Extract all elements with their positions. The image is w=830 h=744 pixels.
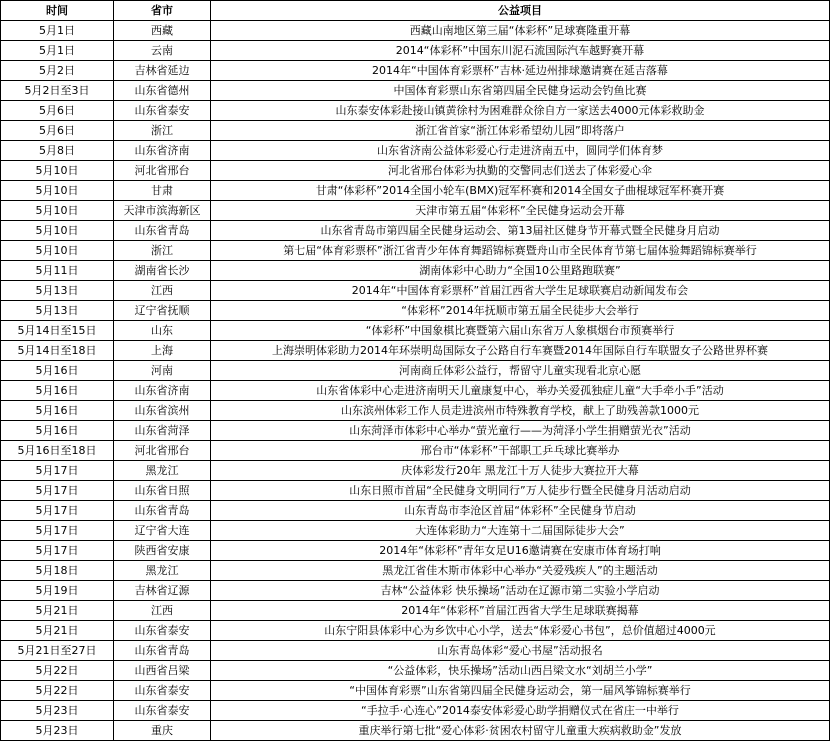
- cell-project: 山东省体彩中心走进济南明天儿童康复中心，举办关爱孤独症儿童“大手牵小手”活动: [211, 381, 830, 401]
- cell-province: 江西: [114, 281, 211, 301]
- cell-date: 5月1日: [1, 21, 114, 41]
- table-row: [1, 581, 830, 601]
- cell-project: 2014“体彩杯”中国东川泥石流国际汽车越野赛开幕: [211, 41, 830, 61]
- table-row: [1, 461, 830, 481]
- header-project: 公益项目: [211, 1, 830, 21]
- cell-project: 山东泰安体彩赴接山镇黄徐村为困难群众徐自方一家送去4000元体彩救助金: [211, 101, 830, 121]
- cell-project: “手拉手·心连心”2014泰安体彩爱心助学捐赠仪式在省庄一中举行: [211, 701, 830, 721]
- table-row: [1, 521, 830, 541]
- table-row: [1, 261, 830, 281]
- cell-date: 5月10日: [1, 181, 114, 201]
- cell-province: 山东省青岛: [114, 641, 211, 661]
- cell-province: 山东省泰安: [114, 681, 211, 701]
- cell-project: “中国体育彩票”山东省第四届全民健身运动会，第一届风筝锦标赛举行: [211, 681, 830, 701]
- cell-date: 5月6日: [1, 101, 114, 121]
- cell-date: 5月18日: [1, 561, 114, 581]
- cell-date: 5月10日: [1, 241, 114, 261]
- table-row: [1, 421, 830, 441]
- cell-project: 中国体育彩票山东省第四届全民健身运动会钓鱼比赛: [211, 81, 830, 101]
- cell-province: 陕西省安康: [114, 541, 211, 561]
- cell-date: 5月22日: [1, 681, 114, 701]
- cell-project: 第七届“体育彩票杯”浙江省青少年体育舞蹈锦标赛暨舟山市全民体育节第七届体验舞蹈锦标赛举行: [211, 241, 830, 261]
- table-row: [1, 321, 830, 341]
- cell-project: 甘肃“体彩杯”2014全国小轮车(BMX)冠军杯赛和2014全国女子曲棍球冠军杯赛开赛: [211, 181, 830, 201]
- table-row: [1, 161, 830, 181]
- cell-province: 重庆: [114, 721, 211, 741]
- table-row: [1, 141, 830, 161]
- cell-project: 西藏山南地区第三届“体彩杯”足球赛隆重开幕: [211, 21, 830, 41]
- cell-date: 5月17日: [1, 481, 114, 501]
- cell-province: 山东: [114, 321, 211, 341]
- table-row: [1, 301, 830, 321]
- table-row: [1, 641, 830, 661]
- cell-project: 湖南体彩中心助力“全国10公里路跑联赛”: [211, 261, 830, 281]
- cell-province: 山东省泰安: [114, 101, 211, 121]
- cell-date: 5月21日至27日: [1, 641, 114, 661]
- cell-province: 黑龙江: [114, 561, 211, 581]
- cell-date: 5月13日: [1, 281, 114, 301]
- cell-province: 上海: [114, 341, 211, 361]
- cell-province: 河南: [114, 361, 211, 381]
- table-row: [1, 21, 830, 41]
- cell-province: 山东省德州: [114, 81, 211, 101]
- cell-province: 山东省日照: [114, 481, 211, 501]
- cell-date: 5月13日: [1, 301, 114, 321]
- table-body: [1, 21, 830, 741]
- cell-province: 山东省济南: [114, 141, 211, 161]
- cell-project: 山东青岛体彩“爱心书屋”活动报名: [211, 641, 830, 661]
- cell-project: 河北省邢台体彩为执勤的交警同志们送去了体彩爱心伞: [211, 161, 830, 181]
- table-row: [1, 201, 830, 221]
- cell-date: 5月17日: [1, 501, 114, 521]
- cell-province: 湖南省长沙: [114, 261, 211, 281]
- cell-project: 山东宁阳县体彩中心为乡饮中心小学，送去“体彩爱心书包”，总价值超过4000元: [211, 621, 830, 641]
- table-row: [1, 341, 830, 361]
- table-row: [1, 621, 830, 641]
- cell-province: 云南: [114, 41, 211, 61]
- cell-project: 庆体彩发行20年 黑龙江十万人徒步大赛拉开大幕: [211, 461, 830, 481]
- cell-project: 山东省济南公益体彩爱心行走进济南五中，圆同学们体育梦: [211, 141, 830, 161]
- table-row: [1, 381, 830, 401]
- table-row: [1, 121, 830, 141]
- cell-project: “体彩杯”中国象棋比赛暨第六届山东省万人象棋烟台市预赛举行: [211, 321, 830, 341]
- cell-date: 5月16日: [1, 381, 114, 401]
- cell-project: 2014年“中国体育彩票杯”吉林·延边州排球邀请赛在延吉落幕: [211, 61, 830, 81]
- cell-province: 天津市滨海新区: [114, 201, 211, 221]
- cell-province: 山东省泰安: [114, 621, 211, 641]
- table-row: [1, 361, 830, 381]
- cell-date: 5月2日至3日: [1, 81, 114, 101]
- cell-province: 山东省滨州: [114, 401, 211, 421]
- cell-project: 浙江省首家“浙江体彩希望幼儿园”即将落户: [211, 121, 830, 141]
- table-row: [1, 101, 830, 121]
- cell-project: 邢台市“体彩杯”干部职工乒乓球比赛举办: [211, 441, 830, 461]
- cell-date: 5月6日: [1, 121, 114, 141]
- cell-date: 5月21日: [1, 621, 114, 641]
- cell-project: 河南商丘体彩公益行，帮留守儿童实现看北京心愿: [211, 361, 830, 381]
- table-row: [1, 501, 830, 521]
- cell-province: 河北省邢台: [114, 441, 211, 461]
- cell-date: 5月8日: [1, 141, 114, 161]
- table-row: [1, 701, 830, 721]
- cell-project: 山东菏泽市体彩中心举办“萤光童行——为菏泽小学生捐赠萤光衣”活动: [211, 421, 830, 441]
- table-header-row: [1, 1, 830, 21]
- cell-date: 5月1日: [1, 41, 114, 61]
- cell-project: “体彩杯”2014年抚顺市第五届全民徒步大会举行: [211, 301, 830, 321]
- cell-date: 5月23日: [1, 721, 114, 741]
- cell-province: 山东省菏泽: [114, 421, 211, 441]
- table-row: [1, 541, 830, 561]
- cell-date: 5月19日: [1, 581, 114, 601]
- cell-province: 浙江: [114, 241, 211, 261]
- cell-date: 5月10日: [1, 161, 114, 181]
- cell-date: 5月21日: [1, 601, 114, 621]
- table-row: [1, 61, 830, 81]
- cell-project: 重庆举行第七批“爱心体彩·贫困农村留守儿童重大疾病救助金”发放: [211, 721, 830, 741]
- cell-project: “公益体彩，快乐操场”活动山西吕梁文水“刘胡兰小学”: [211, 661, 830, 681]
- cell-date: 5月17日: [1, 541, 114, 561]
- cell-province: 甘肃: [114, 181, 211, 201]
- cell-province: 辽宁省大连: [114, 521, 211, 541]
- cell-project: 上海崇明体彩助力2014年环崇明岛国际女子公路自行车赛暨2014年国际自行车联盟女子公路世界杯赛: [211, 341, 830, 361]
- table-row: [1, 481, 830, 501]
- table-row: [1, 281, 830, 301]
- table-row: [1, 721, 830, 741]
- table-row: [1, 401, 830, 421]
- cell-date: 5月16日: [1, 401, 114, 421]
- cell-date: 5月14日至18日: [1, 341, 114, 361]
- table-row: [1, 681, 830, 701]
- cell-province: 浙江: [114, 121, 211, 141]
- table-row: [1, 81, 830, 101]
- table-row: [1, 661, 830, 681]
- cell-date: 5月11日: [1, 261, 114, 281]
- table-row: [1, 221, 830, 241]
- header-date: 时间: [1, 1, 114, 21]
- table-row: [1, 241, 830, 261]
- cell-project: 2014年“体彩杯”青年女足U16邀请赛在安康市体育场打响: [211, 541, 830, 561]
- header-province: 省市: [114, 1, 211, 21]
- cell-date: 5月14日至15日: [1, 321, 114, 341]
- cell-date: 5月16日: [1, 421, 114, 441]
- cell-date: 5月23日: [1, 701, 114, 721]
- cell-date: 5月17日: [1, 461, 114, 481]
- table-row: [1, 601, 830, 621]
- cell-date: 5月10日: [1, 221, 114, 241]
- cell-date: 5月16日: [1, 361, 114, 381]
- cell-province: 黑龙江: [114, 461, 211, 481]
- cell-province: 吉林省辽源: [114, 581, 211, 601]
- cell-project: 山东日照市首届“全民健身文明同行”万人徒步行暨全民健身月活动启动: [211, 481, 830, 501]
- cell-province: 山东省泰安: [114, 701, 211, 721]
- cell-province: 山西省吕梁: [114, 661, 211, 681]
- cell-project: 吉林“公益体彩 快乐操场”活动在辽源市第二实验小学启动: [211, 581, 830, 601]
- cell-project: 大连体彩助力“大连第十二届国际徒步大会”: [211, 521, 830, 541]
- cell-project: 黑龙江省佳木斯市体彩中心举办“关爱残疾人”的主题活动: [211, 561, 830, 581]
- cell-date: 5月17日: [1, 521, 114, 541]
- cell-province: 辽宁省抚顺: [114, 301, 211, 321]
- cell-project: 山东滨州体彩工作人员走进滨州市特殊教育学校，献上了助残善款1000元: [211, 401, 830, 421]
- cell-project: 2014年“体彩杯”首届江西省大学生足球联赛揭幕: [211, 601, 830, 621]
- table-row: [1, 181, 830, 201]
- cell-date: 5月10日: [1, 201, 114, 221]
- cell-project: 山东青岛市李沧区首届“体彩杯”全民健身节启动: [211, 501, 830, 521]
- cell-date: 5月2日: [1, 61, 114, 81]
- cell-province: 吉林省延边: [114, 61, 211, 81]
- cell-province: 西藏: [114, 21, 211, 41]
- cell-date: 5月16日至18日: [1, 441, 114, 461]
- cell-province: 山东省青岛: [114, 501, 211, 521]
- table-row: [1, 41, 830, 61]
- table-row: [1, 441, 830, 461]
- cell-province: 山东省济南: [114, 381, 211, 401]
- cell-date: 5月22日: [1, 661, 114, 681]
- cell-province: 江西: [114, 601, 211, 621]
- cell-project: 2014年“中国体育彩票杯”首届江西省大学生足球联赛启动新闻发布会: [211, 281, 830, 301]
- table-row: [1, 561, 830, 581]
- cell-province: 山东省青岛: [114, 221, 211, 241]
- cell-project: 山东省青岛市第四届全民健身运动会、第13届社区健身节开幕式暨全民健身月启动: [211, 221, 830, 241]
- cell-province: 河北省邢台: [114, 161, 211, 181]
- cell-project: 天津市第五届“体彩杯”全民健身运动会开幕: [211, 201, 830, 221]
